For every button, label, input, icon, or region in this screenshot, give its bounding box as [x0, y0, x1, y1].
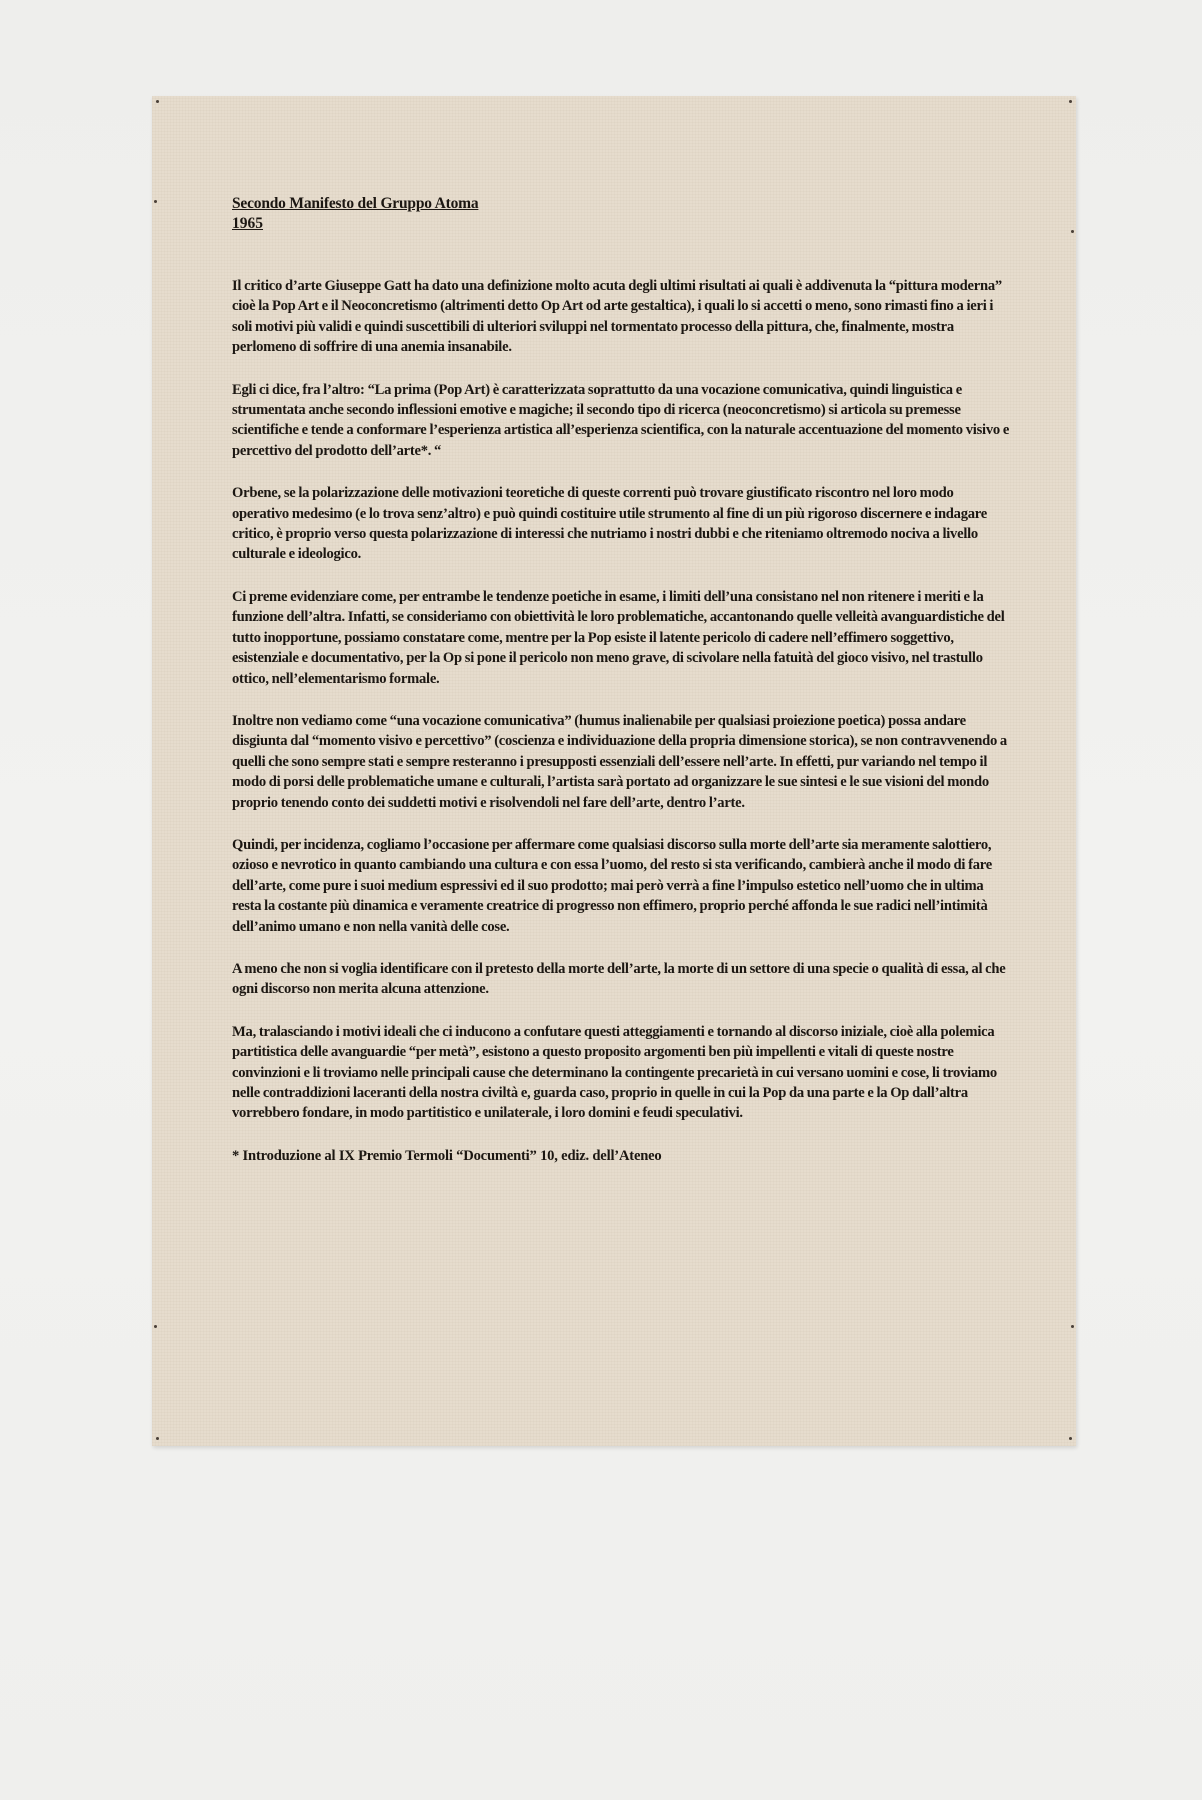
paragraph: Egli ci dice, fra l’altro: “La prima (Pop Art) è caratterizzata soprattutto da una vocazione comunicativa, quindi linguistica e strumentata anche secondo inflessioni emotive e magiche; il secondo tipo di ricerca (neoconcretismo) si articola su premesse scientifiche e tende a conformare l’esperienza artistica all’esperienza scientifica, con la naturale accentuazione del momento visivo e percettivo del prodotto dell’arte*. “ — [232, 381, 1010, 459]
pin-right-lower — [1071, 1325, 1074, 1328]
paragraph: Orbene, se la polarizzazione delle motivazioni teoretiche di queste correnti può trovare giustificato riscontro nel loro modo operativo medesimo (e lo trova senz’altro) e può quindi costituire utile strumento al fine di un più rigoroso discernere e indagare critico, è proprio verso questa polarizzazione di interessi che nutriamo i nostri dubbi e che riteniamo oltremodo nociva a livello culturale e ideologico. — [232, 485, 988, 563]
paragraph: Il critico d’arte Giuseppe Gatt ha dato una definizione molto acuta degli ultimi risultati ai quali è addivenuta la “pittura moderna” cioè la Pop Art e il Neoconcretismo (altrimenti detto Op Art od arte gestaltica), i quali lo si accetti o meno, sono rimasti fino a ieri i soli motivi più validi e quindi suscettibili di ulteriori sviluppi nel tormentato processo della pittura, che, finalmente, mostra perlomeno di soffrire di una anemia insanabile. — [232, 278, 1002, 356]
manifesto-sheet — [152, 96, 1076, 1446]
manifesto-text — [232, 194, 1012, 1166]
paragraph: Quindi, per incidenza, cogliamo l’occasione per affermare come qualsiasi discorso sulla morte dell’arte sia meramente salottiero, ozioso e nevrotico in quanto cambiando una cultura e con essa l’uomo, del resto si sta verificando, cambierà anche il modo di fare dell’arte, come pure i suoi medium espressivi ed il suo prodotto; mai però verrà a fine l’impulso estetico nell’uomo che in ultima resta la costante più dinamica e veramente creatrice di progresso non effimero, proprio perché affonda le sue radici nell’intimità dell’animo umano e non nella vanità delle cose. — [232, 836, 992, 935]
pin-right-upper — [1071, 230, 1074, 233]
document-year: 1965 — [232, 215, 263, 232]
paragraph: Inoltre non vediamo come “una vocazione comunicativa” (humus inalienabile per qualsiasi proiezione poetica) possa andare disgiunta dal “momento visivo e percettivo” (coscienza e individuazione della propria dimensione storica), se non contravvenendo a quelli che sono sempre stati e sempre resteranno i presupposti essenziali dell’essere nell’arte. In effetti, pur variando nel tempo il modo di porsi delle problematiche umane e culturali, l’artista sarà portato ad organizzare le sue sintesi e le sue visioni del mondo proprio tenendo conto dei suddetti motivi e risolvendoli nel fare dell’arte, dentro l’arte. — [232, 712, 1007, 811]
pin-top-right — [1069, 100, 1072, 103]
pin-left-upper — [154, 200, 157, 203]
footnote: * Introduzione al IX Premio Termoli “Documenti” 10, ediz. dell’Ateneo — [232, 1147, 662, 1164]
document-title: Secondo Manifesto del Gruppo Atoma — [232, 195, 479, 212]
paragraph: A meno che non si voglia identificare con il pretesto della morte dell’arte, la morte di un settore di una specie o qualità di essa, al che ogni discorso non merita alcuna attenzione. — [232, 960, 1006, 998]
pin-top-left — [156, 100, 159, 103]
paragraph: Ci preme evidenziare come, per entrambe le tendenze poetiche in esame, i limiti dell’una consistano nel non ritenere i meriti e la funzione dell’altra. Infatti, se consideriamo con obiettività le loro problematiche, accantonando quelle velleità avanguardistiche del tutto inopportune, possiamo constatare come, mentre per la Pop esiste il latente pericolo di cadere nell’effimero soggettivo, esistenziale e documentativo, per la Op si pone il pericolo non meno grave, di scivolare nella fatuità del gioco visivo, nel trastullo ottico, nell’elementarismo formale. — [232, 588, 1005, 687]
pin-left-lower — [154, 1325, 157, 1328]
pin-bottom-right — [1069, 1437, 1072, 1440]
paragraph: Ma, tralasciando i motivi ideali che ci inducono a confutare questi atteggiamenti e tornando al discorso iniziale, cioè alla polemica partitistica delle avanguardie “per metà”, esistono a questo proposito argomenti ben più impellenti e vitali di queste nostre convinzioni e li troviamo nelle principali cause che determinano la contingente precarietà in cui versano uomini e cose, li troviamo nelle contraddizioni laceranti della nostra civiltà e, guarda caso, proprio in quelle in cui la Pop da una parte e la Op dall’altra vorrebbero fondare, in modo partitistico e unilaterale, i loro domini e feudi speculativi. — [232, 1023, 997, 1122]
pin-bottom-left — [156, 1437, 159, 1440]
